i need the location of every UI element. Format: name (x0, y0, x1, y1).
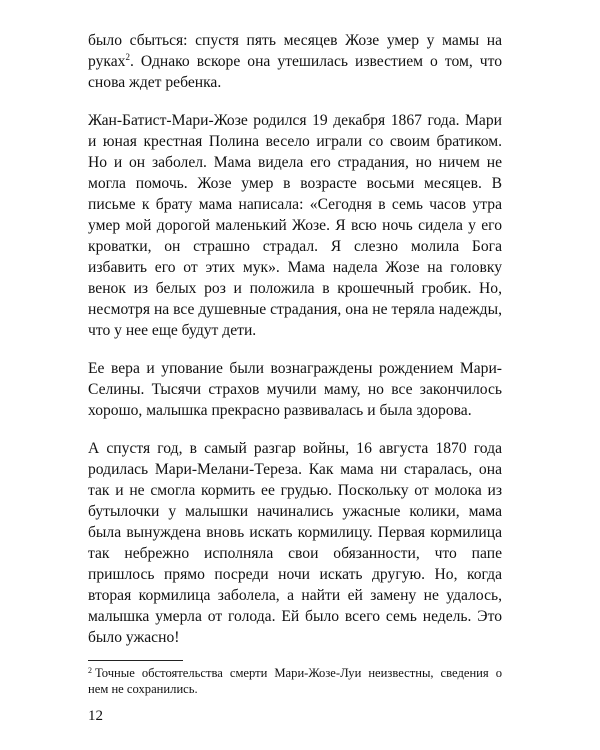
book-page (88, 30, 502, 725)
footnote-divider (88, 660, 183, 661)
paragraph-2: Жан-Батист-Мари-Жозе родился 19 декабря 1867 года. Мари и юная крестная Полина весело играли со своим братиком. Но и он заболел. Мама видела его страдания, но ничем не могла помочь. Жозе умер в возрасте восьми месяцев. В письме к брату мама написала: «Сегодня в семь часов утра умер мой дорогой маленький Жозе. Я всю ночь сидела у его кроватки, он страшно страдал. Я слезно молила Бога избавить его от этих мук». Мама надела Жозе на головку венок из белых роз и положила в крошечный гробик. Но, несмотря на все душевные страдания, она не теряла надежды, что у нее еще будут дети. (88, 112, 502, 339)
paragraph-1 (88, 30, 502, 93)
paragraph-3: Ее вера и упование были вознаграждены рождением Мари-Селины. Тысячи страхов мучили маму, но все закончилось хорошо, малышка прекрасно развивалась и была здорова. (88, 360, 502, 419)
paragraph-4: А спустя год, в самый разгар войны, 16 августа 1870 года родилась Мари-Мелани-Тереза. Как мама ни старалась, она так и не смогла кормить ее грудью. Поскольку от молока из бутылочки у малышки начинались ужасные колики, мама была вынуждена вновь искать кормилицу. Первая кормилица так небрежно исполняла свои обязанности, что папе пришлось прямо посреди ночи искать другую. Но, когда вторая кормилица заболела, а найти ей замену не удалось, малышка умерла от голода. Ей было всего семь недель. Это было ужасно! (88, 440, 502, 646)
footnote-text: Точные обстоятельства смерти Мари-Жозе-Луи неизвестны, сведения о нем не сохранились. (88, 666, 502, 696)
paragraph-1-text: было сбыться: спустя пять месяцев Жозе умер у мамы на руках (88, 32, 502, 70)
footnote-marker: 2 (88, 666, 92, 675)
footnote-reference[interactable]: 2 (125, 52, 130, 62)
paragraph-1-text-end: . Однако вскоре она утешилась известием о том, что снова ждет ребенка. (88, 53, 502, 91)
page-number: 12 (88, 708, 103, 724)
footnote (88, 665, 502, 697)
